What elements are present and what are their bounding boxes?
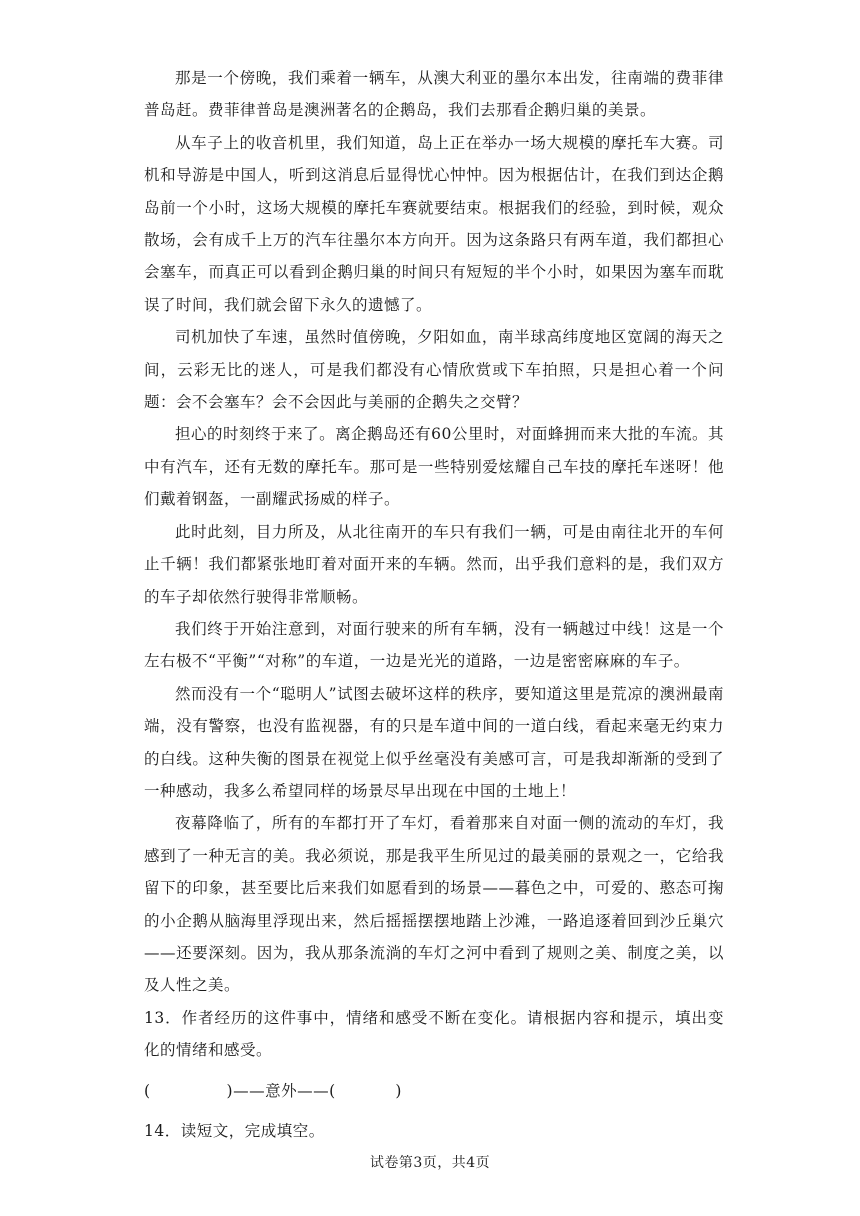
question-13: 13．作者经历的这件事中，情绪和感受不断在变化。请根据内容和提示，填出变化的情绪和感受。 <box>144 1008 724 1060</box>
passage-paragraph-3: 司机加快了车速，虽然时值傍晚，夕阳如血，南半球高纬度地区宽阔的海天之间，云彩无比的迷人，可是我们都没有心情欣赏或下车拍照，只是担心着一个问题：会不会塞车？会不会因此与美丽的企鹅失之交臂？ <box>144 328 724 412</box>
passage-paragraph-8: 夜幕降临了，所有的车都打开了车灯，看着那来自对面一侧的流动的车灯，我感到了一种无言的美。我必须说，那是我平生所见过的最美丽的景观之一，它给我留下的印象，甚至要比后来我们如愿看到的场景——暮色之中，可爱的、憨态可掬的小企鹅从脑海里浮现出来，然后摇摇摆摆地踏上沙滩，一路追逐着回到沙丘巢穴——还要深刻。因为，我从那条流淌的车灯之河中看到了规则之美、制度之美，以及人性之美。 <box>144 814 724 995</box>
passage-content <box>144 62 724 1147</box>
passage-paragraph-1: 那是一个傍晚，我们乘着一辆车，从澳大利亚的墨尔本出发，往南端的费菲律普岛赶。费菲律普岛是澳洲著名的企鹅岛，我们去那看企鹅归巢的美景。 <box>144 69 724 120</box>
passage-paragraph-6: 我们终于开始注意到，对面行驶来的所有车辆，没有一辆越过中线！这是一个左右极不“平衡”“对称”的车道，一边是光光的道路，一边是密密麻麻的车子。 <box>144 619 724 671</box>
passage-paragraph-7: 然而没有一个“聪明人”试图去破坏这样的秩序，要知道这里是荒凉的澳洲最南端，没有警察，也没有监视器，有的只是车道中间的一道白线，看起来毫无约束力的白线。这种失衡的图景在视觉上似乎丝毫没有美感可言，可是我却渐渐的受到了一种感动，我多么希望同样的场景尽早出现在中国的土地上！ <box>144 684 724 800</box>
page-footer: 试卷第3页，共4页 <box>369 1155 491 1171</box>
passage-paragraph-4: 担心的时刻终于来了。离企鹅岛还有60公里时，对面蜂拥而来大批的车流。其中有汽车，还有无数的摩托车。那可是一些特别爱炫耀自己车技的摩托车迷呀！他们戴着钢盔，一副耀武扬威的样子。 <box>144 425 724 509</box>
question-14: 14．读短文，完成填空。 <box>144 1122 325 1140</box>
passage-paragraph-2: 从车子上的收音机里，我们知道，岛上正在举办一场大规模的摩托车大赛。司机和导游是中国人，听到这消息后显得忧心忡忡。因为根据估计，在我们到达企鹅岛前一个小时，这场大规模的摩托车赛就要结束。根据我们的经验，到时候，观众散场，会有成千上万的汽车往墨尔本方向开。因为这条路只有两车道，我们都担心会塞车，而真正可以看到企鹅归巢的时间只有短短的半个小时，如果因为塞车而耽误了时间，我们就会留下永久的遗憾了。 <box>144 133 724 314</box>
question-13-answer-blanks[interactable]: ( )——意外——( ) <box>144 1081 402 1100</box>
passage-paragraph-5: 此时此刻，目力所及，从北往南开的车只有我们一辆，可是由南往北开的车何止千辆！我们都紧张地盯着对面开来的车辆。然而，出乎我们意料的是，我们双方的车子却依然行驶得非常顺畅。 <box>144 522 724 606</box>
